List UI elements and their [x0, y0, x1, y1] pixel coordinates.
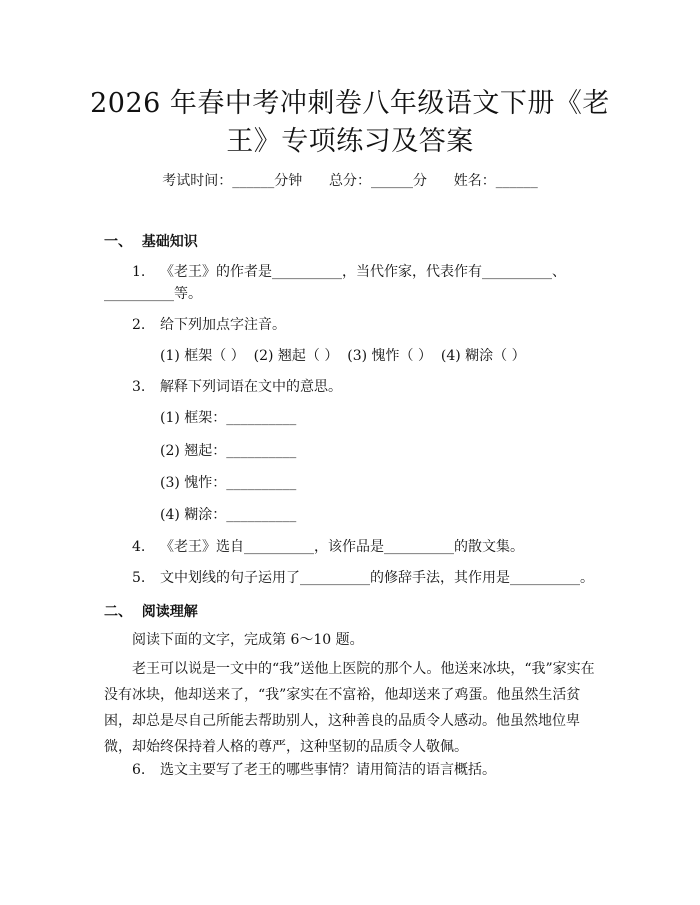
question-1-number: 1. — [132, 264, 146, 280]
question-6-text: 选文主要写了老王的哪些事情？请用简洁的语言概括。 — [160, 762, 496, 778]
question-5-number: 5. — [132, 570, 146, 586]
question-3-item: (1) 框架：__________ — [160, 410, 297, 426]
reading-intro: 阅读下面的文字，完成第 6～10 题。 — [132, 632, 364, 648]
question-3-number: 3. — [132, 379, 146, 395]
question-2-options: (1) 框架（ ） (2) 翘起（ ） (3) 愧怍（ ） (4) 糊涂（ ） — [160, 348, 526, 364]
question-1-line-2: __________等。 — [104, 286, 202, 302]
section-heading-reading: 二、 阅读理解 — [104, 604, 198, 620]
question-2-text: 给下列加点字注音。 — [160, 317, 286, 333]
question-6-number: 6. — [132, 762, 146, 778]
exam-info-line: 考试时间：______分钟 总分：______分 姓名：______ — [162, 173, 538, 189]
document-title-line-1: 2026 年春中考冲刺卷八年级语文下册《老 — [90, 88, 610, 119]
question-3-item: (4) 糊涂：__________ — [160, 507, 297, 523]
question-3-item: (3) 愧怍：__________ — [160, 475, 297, 491]
reading-passage: 老王可以说是一文中的“我”送他上医院的那个人。他送来冰块，“我”家实在没有冰块，他却送来了，“我”家实在不富裕，他却送来了鸡蛋。他虽然生活贫困，却总是尽自己所能去帮助别人，这种善良的品质令人感动。他虽然地位卑微，却始终保持着人格的尊严，这种坚韧的品质令人敬佩。 — [104, 661, 595, 755]
question-5-text: 文中划线的句子运用了__________的修辞手法，其作用是__________。 — [160, 570, 594, 586]
document-title-line-2: 王》专项练习及答案 — [226, 126, 474, 157]
section-heading-basic-knowledge: 一、 基础知识 — [104, 234, 198, 250]
question-3-text: 解释下列词语在文中的意思。 — [160, 379, 342, 395]
question-4-number: 4. — [132, 539, 146, 555]
question-1-line-1: 《老王》的作者是__________，当代作家，代表作有__________、 — [160, 264, 566, 280]
question-3-item: (2) 翘起：__________ — [160, 443, 297, 459]
question-2-number: 2. — [132, 317, 146, 333]
question-4-text: 《老王》选自__________，该作品是__________的散文集。 — [160, 539, 524, 555]
